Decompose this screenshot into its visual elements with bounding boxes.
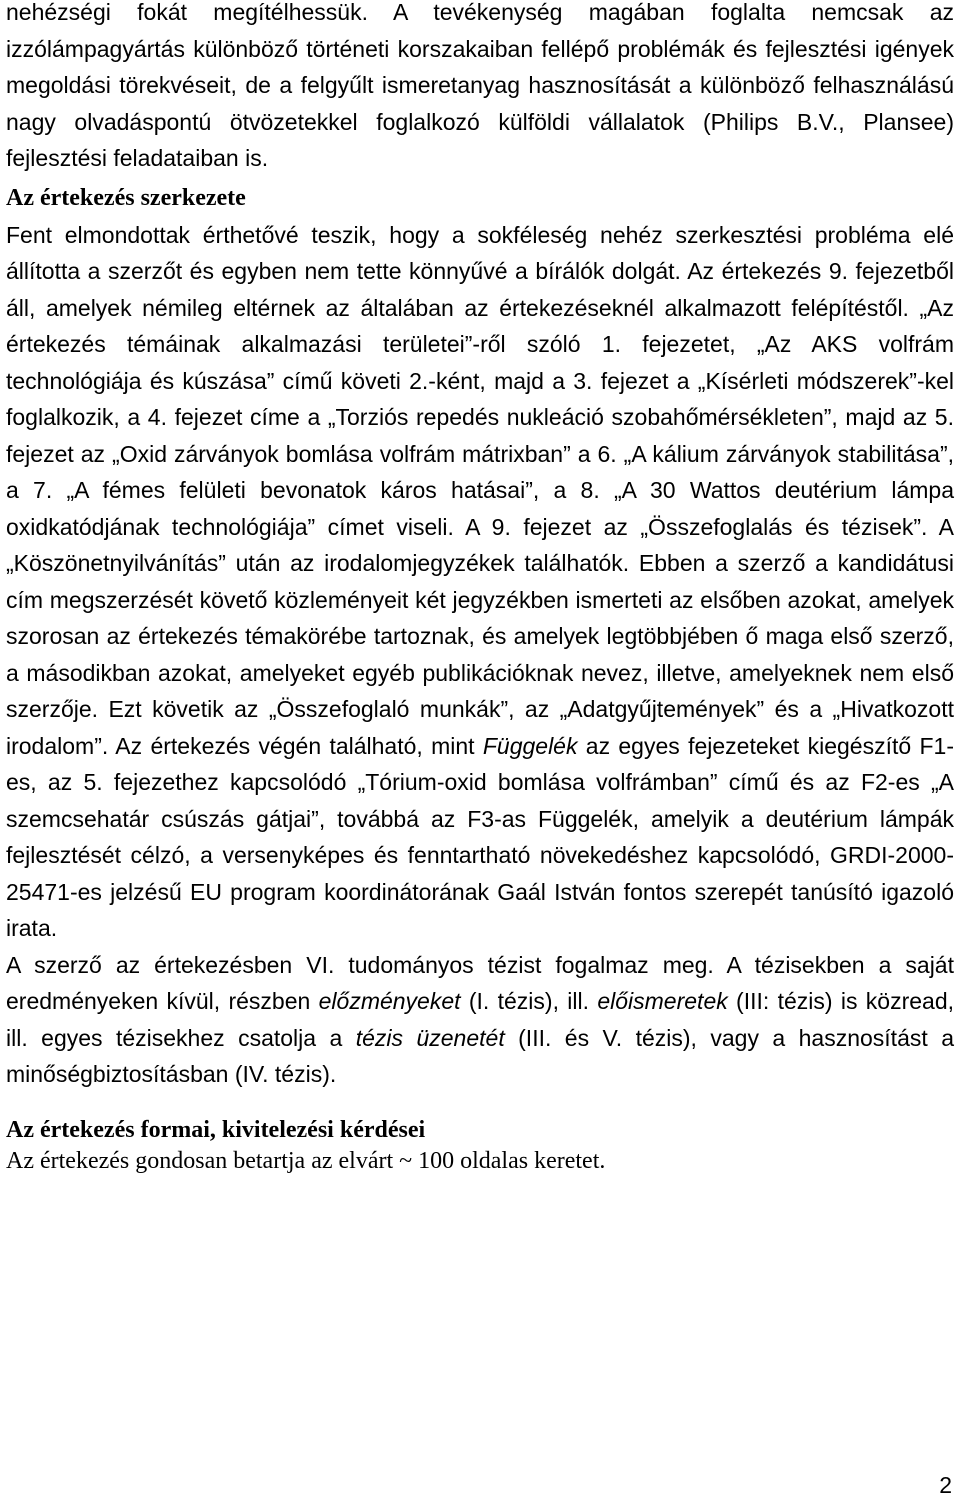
section-heading-formal: Az értekezés formai, kivitelezési kérdései bbox=[6, 1116, 426, 1143]
page-number: 2 bbox=[939, 1472, 952, 1498]
theses-text-2: (I. tézis), ill. bbox=[460, 988, 598, 1014]
formal-paragraph: Az értekezés gondosan betartja az elvárt ~ 100 oldalas keretet. bbox=[6, 1147, 606, 1174]
continuation-paragraph: nehézségi fokát megítélhessük. A tevékenység magában foglalta nemcsak az izzólámpagyártás különböző történeti korszakaiban fellépő problémák és fejlesztési igények megoldási törekvéseit, de a felgyűlt ismeretanyag hasznosítását a különböző felhasználású nagy olvadáspontú ötvözetekkel foglalkozó külföldi vállalatok (Philips B.V., Plansee) fejlesztési feladataiban is. bbox=[6, 0, 954, 171]
theses-paragraph bbox=[6, 947, 954, 1093]
section-heading-structure: Az értekezés szerkezete bbox=[6, 184, 246, 211]
theses-italic-3: tézis üzenetét bbox=[355, 1024, 505, 1051]
appendix-term: Függelék bbox=[482, 732, 578, 759]
document-page bbox=[6, 0, 954, 1177]
theses-text-1: A szerző az értekezésben VI. tudományos tézist fogalmaz meg. A tézisekben a saját eredményeken kívül, részben bbox=[6, 951, 954, 1014]
theses-text-4: (III. és V. tézis), vagy a hasznosítást a minőségbiztosításban (IV. tézis). bbox=[6, 1024, 954, 1087]
theses-italic-1: előzményeket bbox=[318, 988, 461, 1014]
theses-italic-2: előismeretek bbox=[597, 988, 728, 1014]
structure-paragraph bbox=[6, 217, 954, 947]
structure-text-part: Fent elmondottak érthetővé teszik, hogy a sokféleség nehéz szerkesztési probléma elé állította a szerzőt és egyben nem tette könnyűvé a bírálók dolgát. Az értekezés 9. fejezetből áll, amelyek némileg eltérnek az általában az értekezéseknél alkalmazott felépítéstől. „Az értekezés témáinak alkalmazási területei”-ről szóló 1. fejezetet, „Az AKS volfrám technológiája és kúszása” című követi 2.-ként, majd a 3. fejezet a „Kísérleti módszerek”-kel foglalkozik, a 4. fejezet címe a „Torziós repedés nukleáció szobahőmérsékleten”, majd az 5. fejezet az „Oxid zárványok bomlása volfrám mátrixban” a 6. „A kálium zárványok stabilitása”, a 7. „A fémes felületi bevonatok káros hatásai”, a 8. „A 30 Wattos deutérium lámpa oxidkatódjának technológiája” címet viseli. A 9. fejezet az „Összefoglalás és tézisek”. A „Köszönetnyilvánítás” után az irodalomjegyzékek találhatók. Ebben a szerző a kandidátusi cím megszerzését követő közleményeit két jegyzékben ismerteti az elsőben azokat, amelyek szorosan az értekezés témakörébe tartoznak, és amelyek legtöbbjében ő maga első szerző, a másodikban azokat, amelyeket egyéb publikációknak nevez, illetve, amelyeknek nem első szerzője. Ezt követik az „Összefoglaló munkák”, az „Adatgyűjtemények” és a „Hivatkozott irodalom”. Az értekezés végén található, mint bbox=[6, 221, 954, 759]
theses-text-3: (III: tézis) is közread, ill. egyes tézisekhez csatolja a bbox=[6, 988, 955, 1051]
structure-text-rest: az egyes fejezeteket kiegészítő F1-es, az 5. fejezethez kapcsolódó „Tórium-oxid bomlása volfrámban” című és az F2-es „A szemcsehatár csúszás gátjai”, továbbá az F3-as Függelék, amelyik a deutérium lámpák fejlesztését célzó, a versenyképes és fenntartható növekedéshez kapcsolódó, GRDI-2000-25471-es jelzésű EU program koordinátorának Gaál István fontos szerepét tanúsító igazoló irata. bbox=[6, 732, 954, 941]
